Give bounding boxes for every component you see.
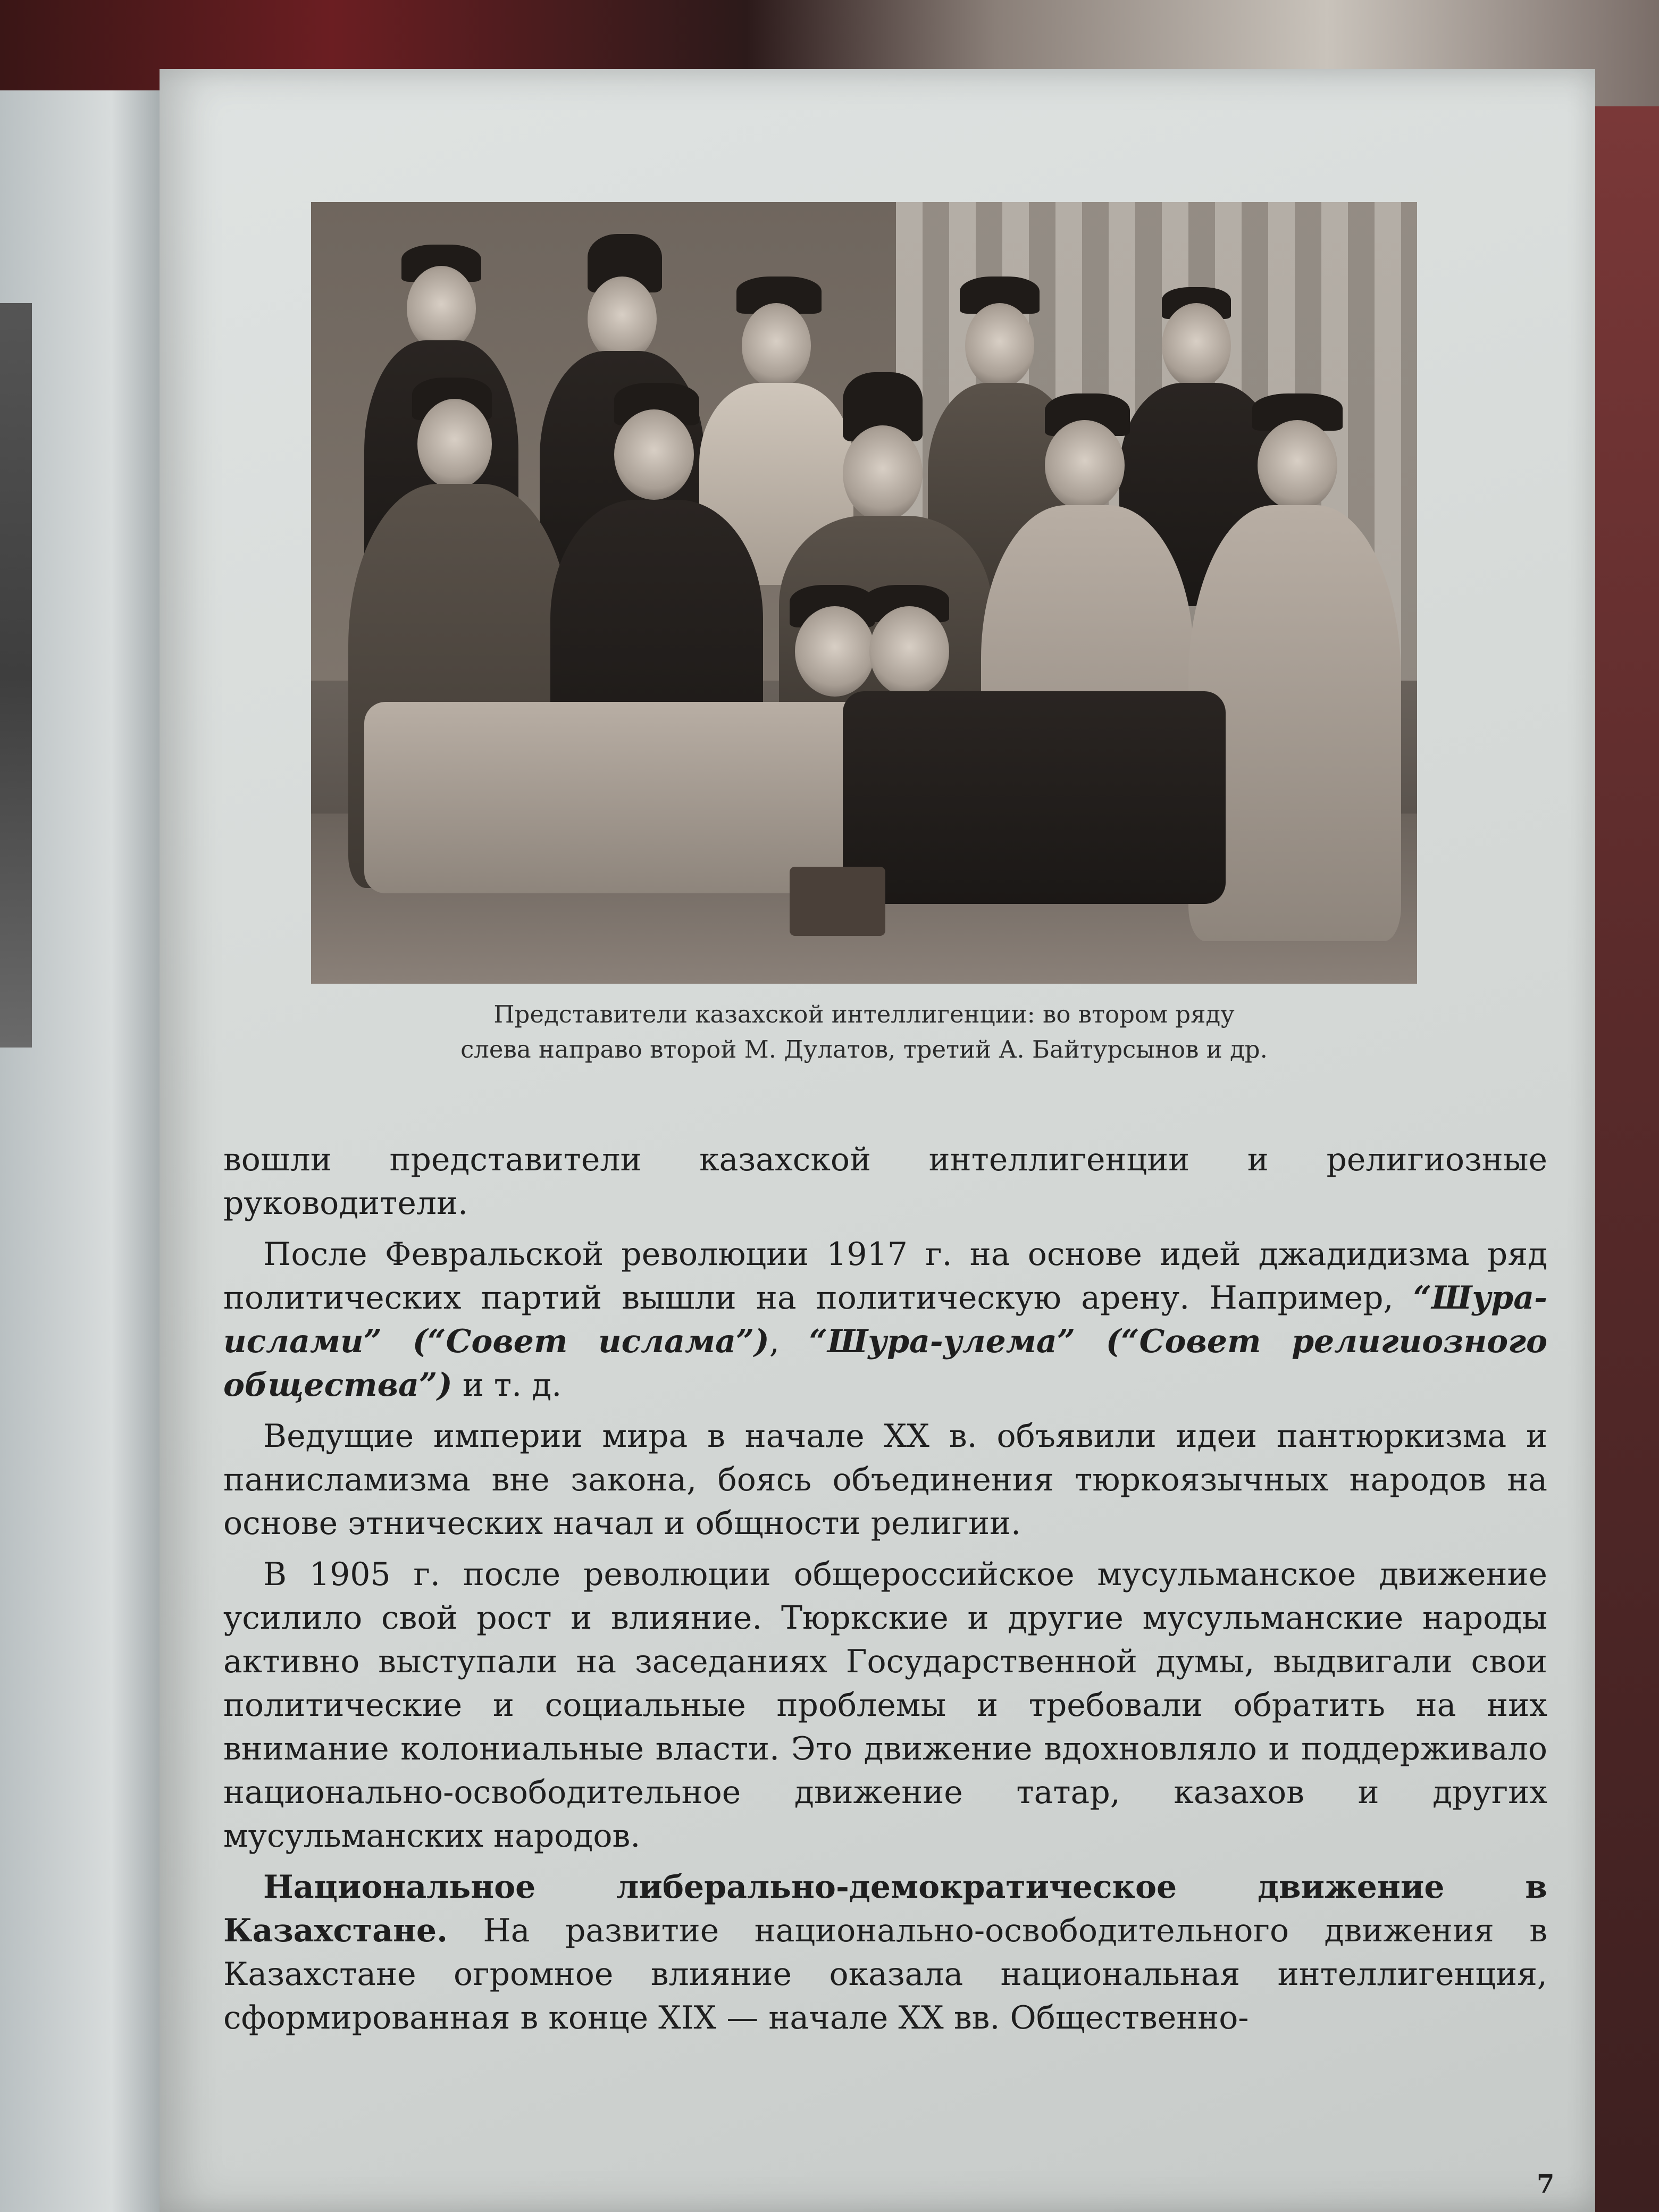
group-photo [311,202,1417,984]
left-page-edge [0,90,162,2212]
paragraph-4-text: В 1905 г. после революции общероссийское мусульманское движение усилило свой рост и влияние. Тюркские и другие мусульманские народы активно выступали на заседаниях Государственной думы, выдвигали свои политические и социальные проблемы и требовали обратить на них внимание колониальные власти. Это движение вдохновляло и поддерживало национально-освободительное движение татар, казахов и других мусульманских народов. [223,1556,1547,1855]
party-shura-islami: “Шура-ислами” (“Совет ислама”) [223,1279,1547,1360]
section-heading: Национальное либерально-демократическое движение в Казахстане. [223,1869,1547,1949]
photo-caption [298,997,1430,1067]
paragraph-2-text-c: и т. д. [452,1367,562,1404]
left-page-photo-fragment [0,303,32,1048]
paragraph-2-text-a: После Февральской революции 1917 г. на основе идей джадидизма ряд политических партий вышли на политическую арену. Например, [223,1236,1547,1317]
paragraph-5-text: На развитие национально-освободительного движения в Казахстане огромное влияние оказала национальная интеллигенция, сформированная в конце XIX — начале XX вв. Общественно- [223,1912,1547,2037]
paragraph-1-text: вошли представители казахской интеллигенции и религиозные руководители. [223,1141,1547,1222]
paragraph-3-text: Ведущие империи мира в начале XX в. объявили идеи пантюркизма и панисламизма вне закона, боясь объединения тюркоязычных народов на основе этнических начал и общности религии. [223,1418,1547,1542]
paragraph-3 [223,1414,1547,1545]
paragraph-1 [223,1138,1547,1225]
page-number: 7 [1537,2169,1555,2199]
paragraph-4 [223,1553,1547,1858]
caption-line-2: слева направо второй М. Дулатов, третий А. Байтурсынов и др. [460,1035,1268,1063]
paragraph-2-text-b: , [769,1323,809,1360]
paragraph-5 [223,1865,1547,2040]
body-text [223,1138,1547,2047]
caption-line-1: Представители казахской интеллигенции: во втором ряду [493,1000,1235,1028]
party-shura-ulema: “Шура-улема” (“Совет религиозного общества”) [223,1323,1547,1404]
photo-hat-on-floor [790,867,885,936]
paragraph-2 [223,1233,1547,1407]
background-right [1595,106,1659,2212]
